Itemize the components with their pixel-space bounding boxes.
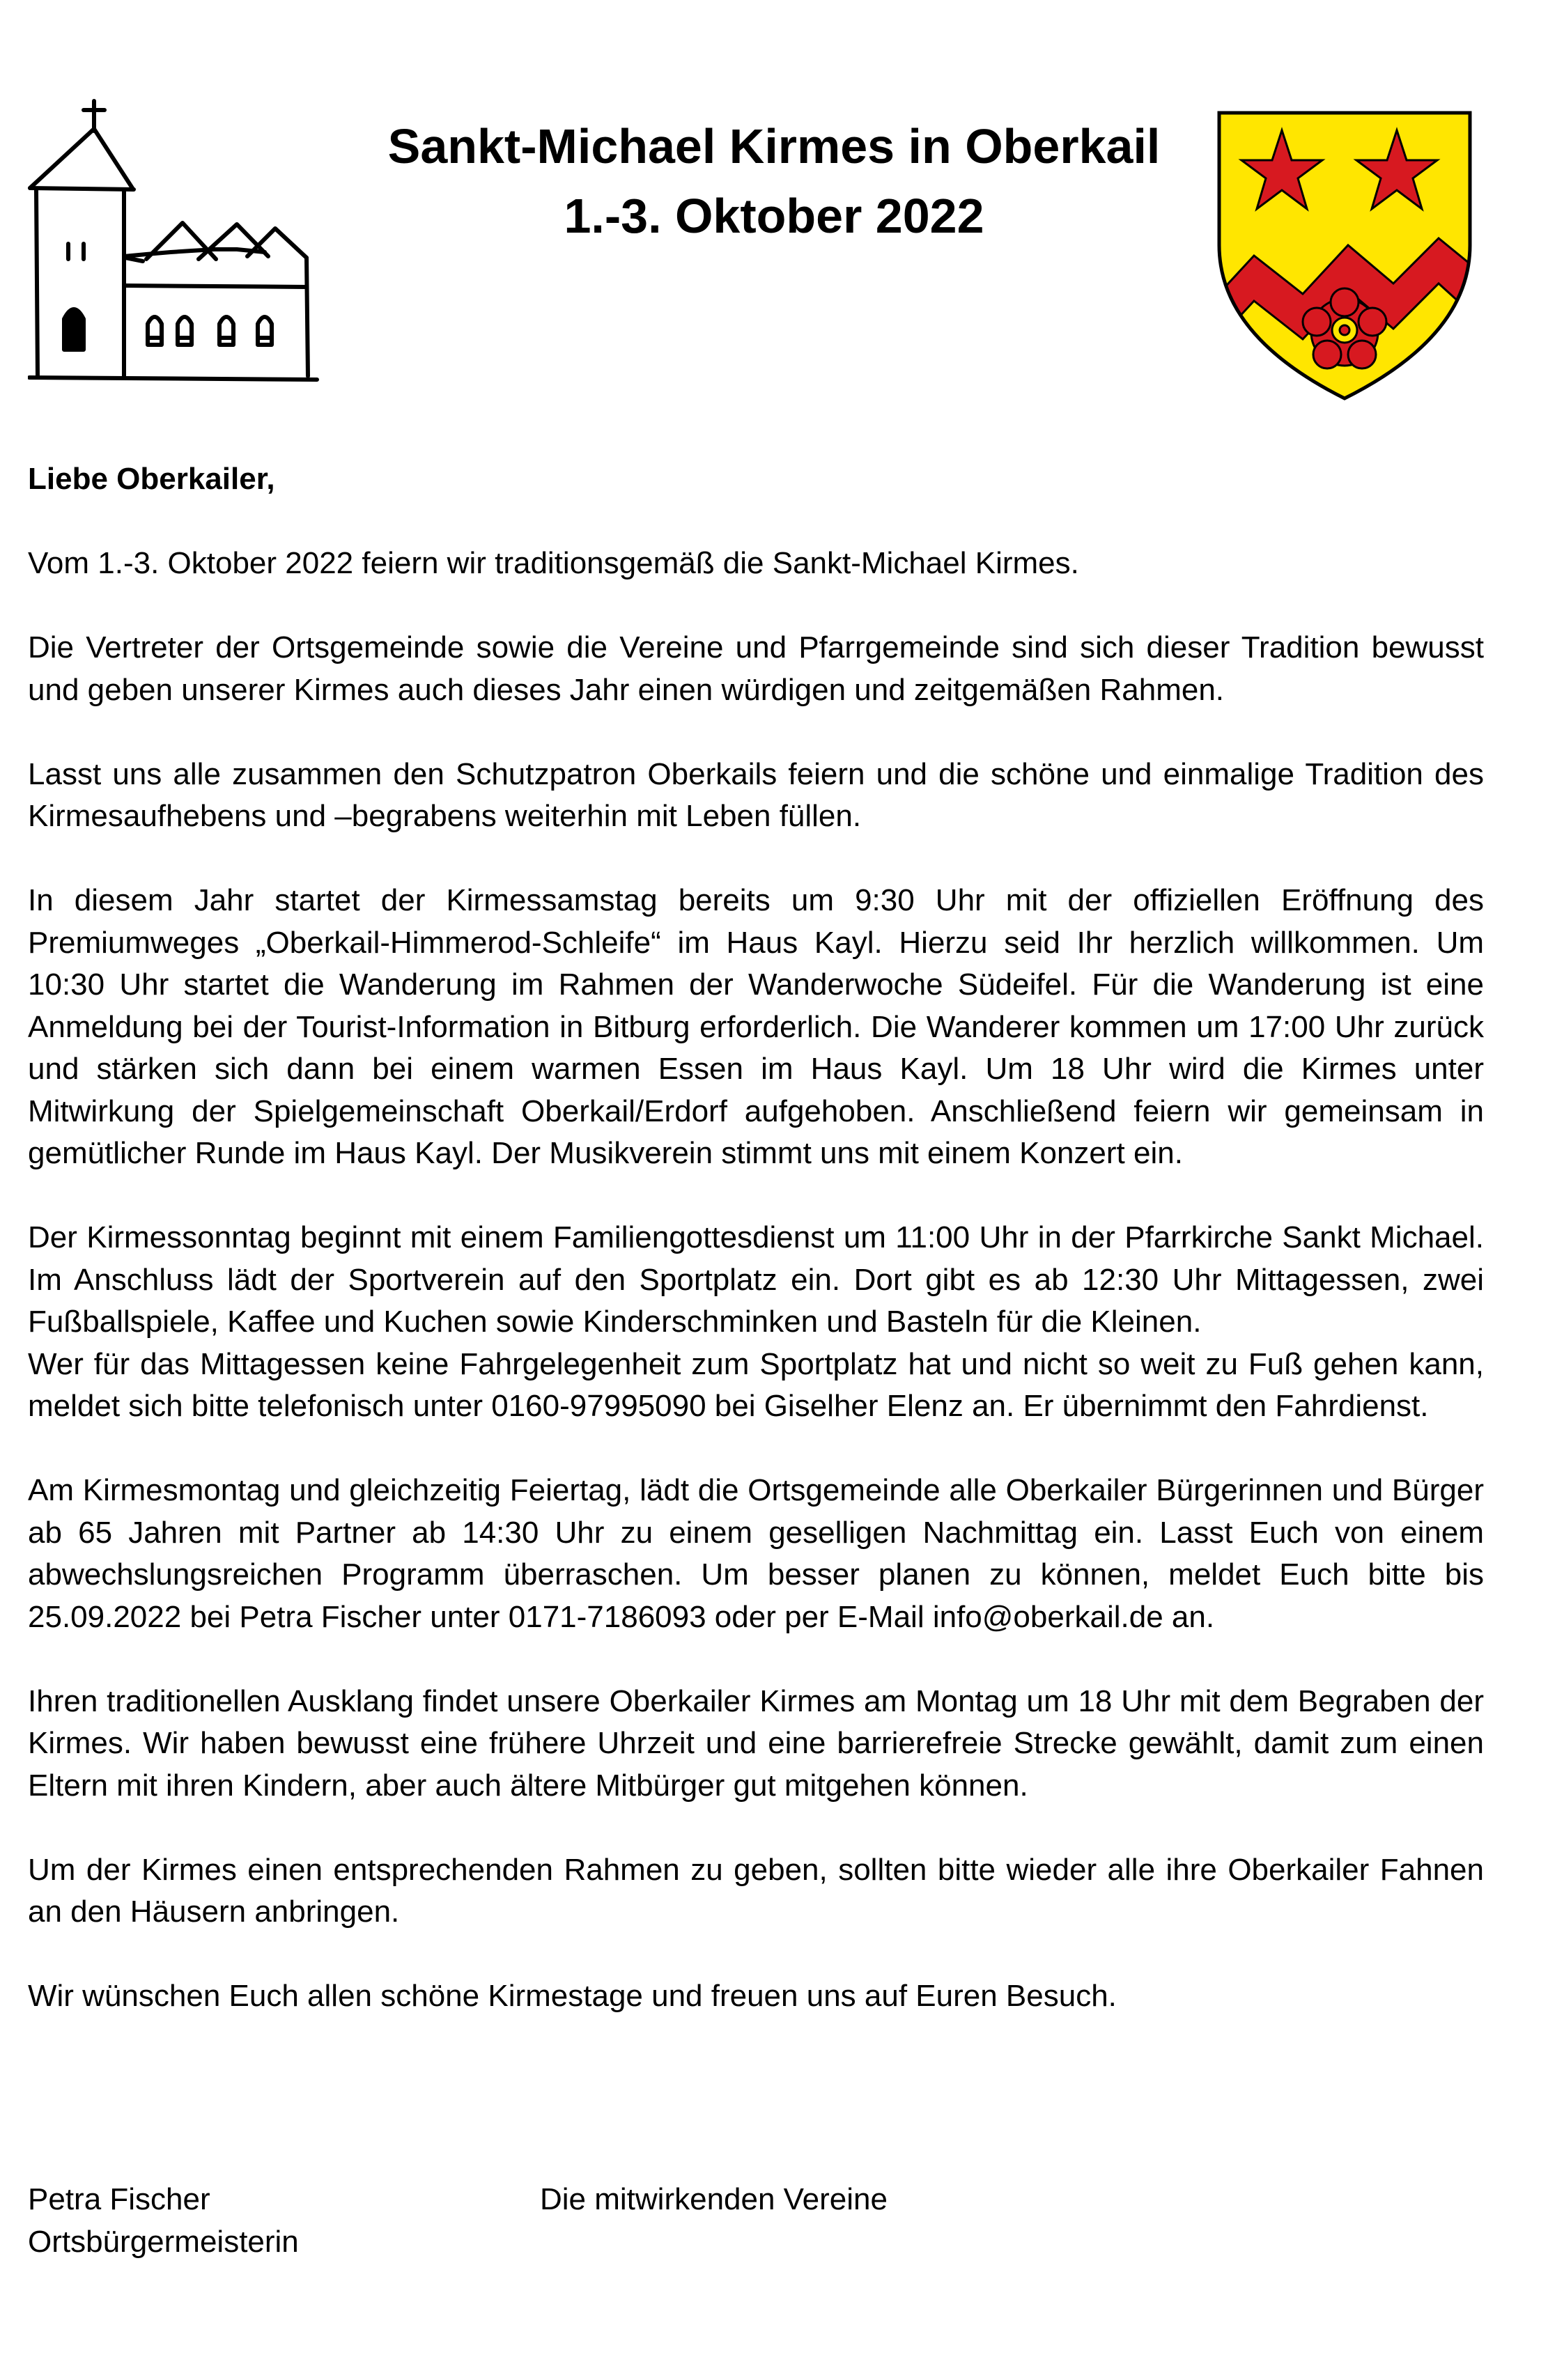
signer-name: Petra Fischer	[28, 2182, 210, 2216]
page-title	[279, 111, 1269, 251]
paragraph-5: Der Kirmessonntag beginnt mit einem Familiengottesdienst um 11:00 Uhr in der Pfarrkirche Sankt Michael. Im Anschluss lädt der Sportverein auf den Sportplatz ein. Dort gibt es ab 12:30 Uhr Mittagessen, zwei Fußballspiele, Kaffee und Kuchen sowie Kinderschminken und Basteln für die Kleinen.	[28, 1220, 1484, 1339]
paragraph-8: Ihren traditionellen Ausklang findet unsere Oberkailer Kirmes am Montag um 18 Uhr mit dem Begraben der Kirmes. Wir haben bewusst eine frühere Uhrzeit und eine barrierefreie Strecke gewählt, damit zum einen Eltern mit ihren Kindern, aber auch ältere Mitbürger gut mitgehen können.	[28, 1683, 1484, 1803]
paragraph-3: Lasst uns alle zusammen den Schutzpatron Oberkails feiern und die schöne und einmalige Tradition des Kirmesaufhebens und –begrabens weiterhin mit Leben füllen.	[28, 756, 1484, 833]
paragraph-6: Wer für das Mittagessen keine Fahrgelegenheit zum Sportplatz hat und nicht so weit zu Fuß gehen kann, meldet sich bitte telefonisch unter 0160-97995090 bei Giselher Elenz an. Er übernimmt den Fahrdienst.	[28, 1346, 1484, 1423]
signature-right	[540, 2179, 888, 2221]
greeting: Liebe Oberkailer,	[28, 462, 275, 496]
title-line-1: Sankt-Michael Kirmes in Oberkail	[387, 119, 1161, 173]
paragraph-10: Wir wünschen Euch allen schöne Kirmestage und freuen uns auf Euren Besuch.	[28, 1979, 1117, 2013]
paragraph-1: Vom 1.-3. Oktober 2022 feiern wir traditionsgemäß die Sankt-Michael Kirmes.	[28, 546, 1079, 580]
signer-role: Ortsbürgermeisterin	[28, 2224, 299, 2259]
paragraph-9: Um der Kirmes einen entsprechenden Rahmen zu geben, sollten bitte wieder alle ihre Oberkailer Fahnen an den Häusern anbringen.	[28, 1852, 1484, 1929]
associations-signature: Die mitwirkenden Vereine	[540, 2182, 888, 2216]
letter-body	[28, 458, 1484, 2060]
signature-left	[28, 2179, 299, 2263]
paragraph-2: Die Vertreter der Ortsgemeinde sowie die Vereine und Pfarrgemeinde sind sich dieser Tradition bewusst und geben unserer Kirmes auch dieses Jahr einen würdigen und zeitgemäßen Rahmen.	[28, 630, 1484, 707]
paragraph-4: In diesem Jahr startet der Kirmessamstag bereits um 9:30 Uhr mit der offiziellen Eröffnung des Premiumweges „Oberkail-Himmerod-Schleife“ im Haus Kayl. Hierzu seid Ihr herzlich willkommen. Um 10:30 Uhr startet die Wanderung im Rahmen der Wanderwoche Südeifel. Für die Wanderung ist eine Anmeldung bei der Tourist-Information in Bitburg erforderlich. Die Wanderer kommen um 17:00 Uhr zurück und stärken sich dann bei einem warmen Essen im Haus Kayl. Um 18 Uhr wird die Kirmes unter Mitwirkung der Spielgemeinschaft Oberkail/Erdorf aufgehoben. Anschließend feiern wir gemeinsam in gemütlicher Runde im Haus Kayl. Der Musikverein stimmt uns mit einem Konzert ein.	[28, 883, 1484, 1170]
paragraph-7: Am Kirmesmontag und gleichzeitig Feiertag, lädt die Ortsgemeinde alle Oberkailer Bürgerinnen und Bürger ab 65 Jahren mit Partner ab 14:30 Uhr zu einem geselligen Nachmittag ein. Lasst Euch von einem abwechslungsreichen Programm überraschen. Um besser planen zu können, meldet Euch bitte bis 25.09.2022 bei Petra Fischer unter 0171-7186093 oder per E-Mail info@oberkail.de an.	[28, 1473, 1484, 1634]
title-line-2: 1.-3. Oktober 2022	[564, 189, 984, 243]
